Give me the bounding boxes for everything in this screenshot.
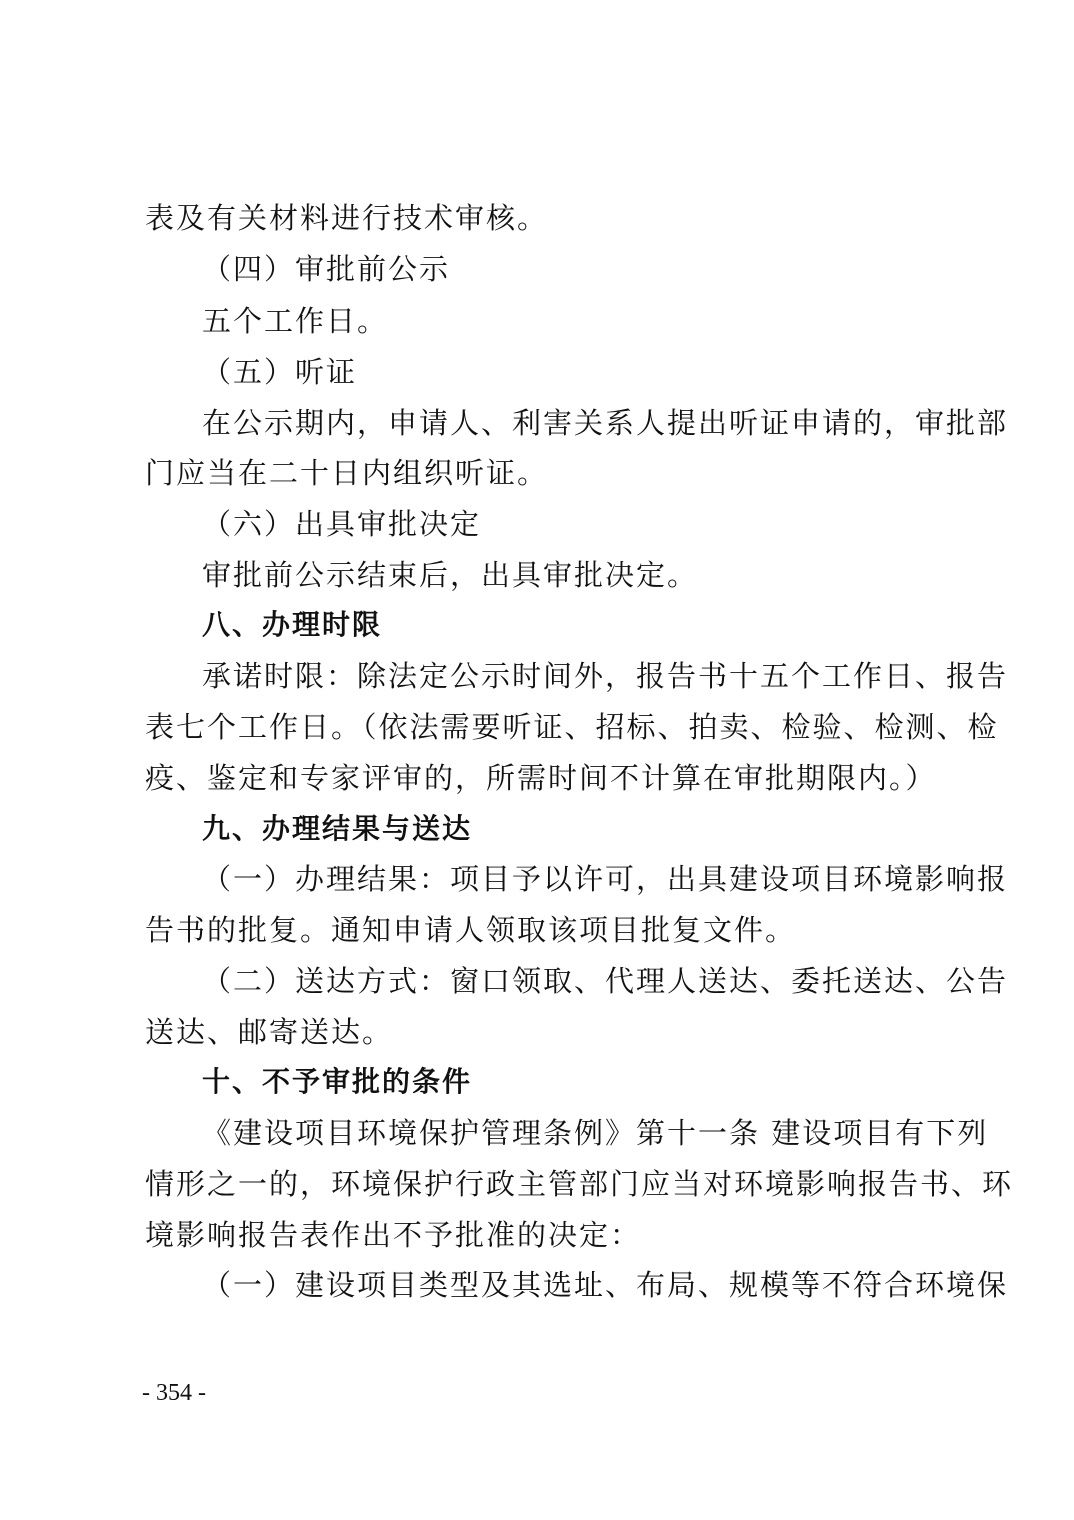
text-line: 审批前公示结束后，出具审批决定。 [202,558,699,592]
section-heading: 十、不予审批的条件 [202,1065,473,1098]
text-line: （一）建设项目类型及其选址、布局、规模等不符合环境保 [202,1268,1009,1302]
text-line: 表及有关材料进行技术审核。 [145,201,549,235]
text-line: 境影响报告表作出不予批准的决定： [145,1218,642,1252]
section-heading: 八、办理时限 [202,608,383,641]
text-line: 《建设项目环境保护管理条例》第十一条 建设项目有下列 [202,1116,989,1150]
text-line: （二）送达方式：窗口领取、代理人送达、委托送达、公告 [202,964,1009,998]
text-line: 疫、鉴定和专家评审的，所需时间不计算在审批期限内。） [145,761,937,795]
section-heading: 九、办理结果与送达 [202,812,473,845]
text-line: 门应当在二十日内组织听证。 [145,456,549,490]
text-line: （一）办理结果：项目予以许可，出具建设项目环境影响报 [202,862,1009,896]
text-line: 送达、邮寄送达。 [145,1015,394,1049]
text-line: 承诺时限：除法定公示时间外，报告书十五个工作日、报告 [202,659,1009,693]
text-line: 情形之一的，环境保护行政主管部门应当对环境影响报告书、环 [145,1167,1014,1201]
section-subheading: （四）审批前公示 [202,252,451,286]
text-line: 五个工作日。 [202,304,389,338]
text-line: 在公示期内，申请人、利害关系人提出听证申请的，审批部 [202,406,1009,440]
text-line: 告书的批复。通知申请人领取该项目批复文件。 [145,913,797,947]
section-subheading: （六）出具审批决定 [202,507,482,541]
section-subheading: （五）听证 [202,355,358,389]
text-line: 表七个工作日。（依法需要听证、招标、拍卖、检验、检测、检 [145,710,999,744]
page-number: - 354 - [142,1380,206,1406]
